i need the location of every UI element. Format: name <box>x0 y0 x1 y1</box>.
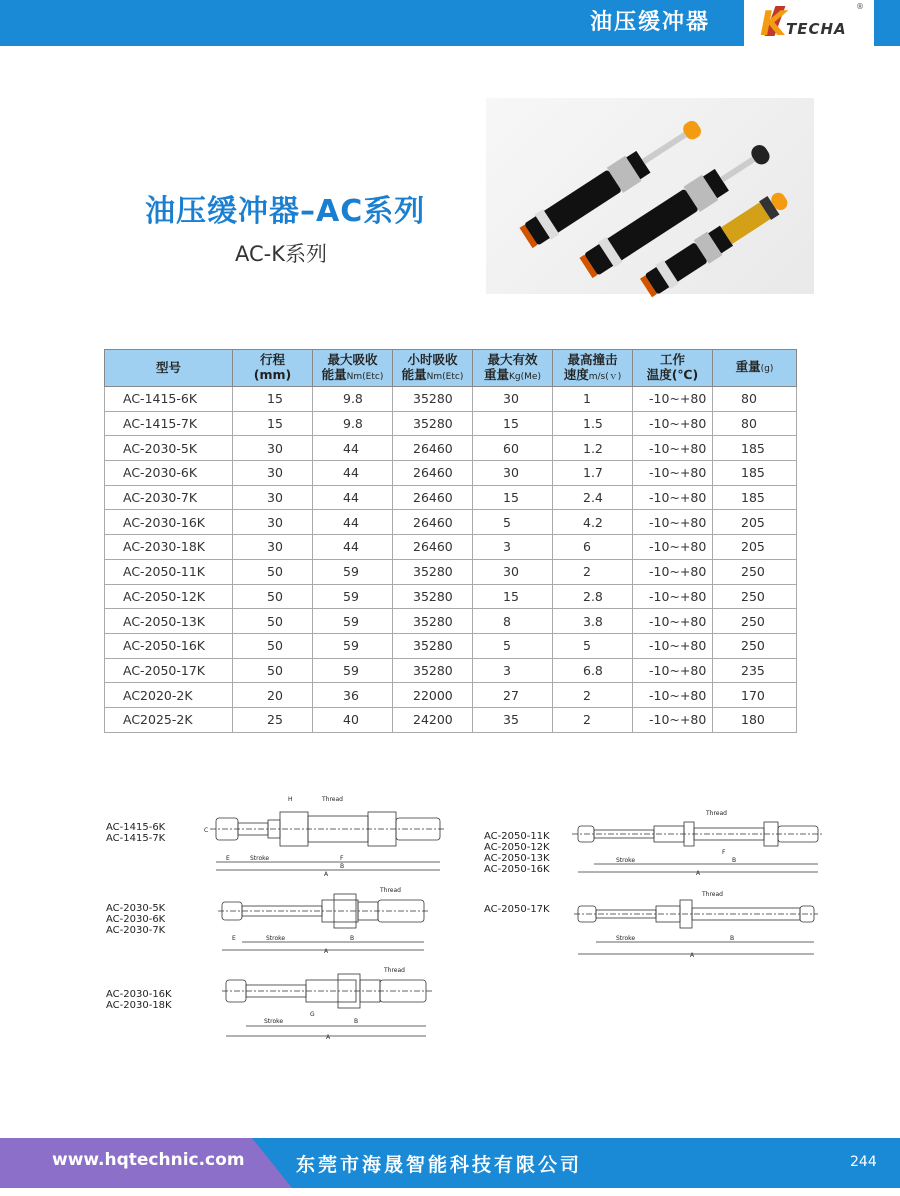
a-label: A <box>324 871 329 878</box>
value-cell: 6 <box>553 535 633 560</box>
value-cell: 30 <box>233 436 313 461</box>
value-cell: 1.2 <box>553 436 633 461</box>
header-line1: 工作 <box>659 351 685 367</box>
value-cell: 1 <box>553 387 633 412</box>
value-cell: -10~+80 <box>633 436 713 461</box>
value-cell: -10~+80 <box>633 510 713 535</box>
column-header <box>313 350 393 387</box>
model-label: AC-2030-16K <box>106 989 172 1000</box>
value-cell: 250 <box>713 609 797 634</box>
b-label: B <box>354 1018 359 1025</box>
header-title: 油压缓冲器 <box>589 10 710 35</box>
header-line2 <box>313 367 392 385</box>
model-cell: AC-2050-17K <box>105 658 233 683</box>
table-row <box>105 510 797 535</box>
page-subtitle: AC-K系列 <box>235 242 328 266</box>
model-label: AC-2050-16K <box>484 864 550 875</box>
model-cell: AC-1415-7K <box>105 411 233 436</box>
drawing-2-models <box>106 903 165 936</box>
footer-company: 东莞市海晟智能科技有限公司 <box>296 1154 583 1176</box>
table-row <box>105 633 797 658</box>
model-label: AC-2050-12K <box>484 842 550 853</box>
table-row <box>105 658 797 683</box>
value-cell: 50 <box>233 559 313 584</box>
value-cell: 44 <box>313 485 393 510</box>
value-cell: 35280 <box>393 387 473 412</box>
value-cell: -10~+80 <box>633 609 713 634</box>
value-cell: 25 <box>233 707 313 732</box>
model-cell: AC-2050-11K <box>105 559 233 584</box>
table-row <box>105 461 797 486</box>
value-cell: 2.4 <box>553 485 633 510</box>
model-cell: AC2025-2K <box>105 707 233 732</box>
value-cell: -10~+80 <box>633 387 713 412</box>
f-label: F <box>340 855 344 862</box>
model-cell: AC-2050-16K <box>105 633 233 658</box>
spec-table <box>104 349 797 733</box>
column-header <box>473 350 553 387</box>
value-cell: 2.8 <box>553 584 633 609</box>
header-line2-text: 温度(℃) <box>646 366 699 382</box>
a-label: A <box>696 870 701 877</box>
value-cell: 6.8 <box>553 658 633 683</box>
value-cell: 26460 <box>393 535 473 560</box>
thread-label: Thread <box>322 796 343 803</box>
drawing-3 <box>220 966 436 1040</box>
b-label: B <box>340 863 345 870</box>
value-cell: 44 <box>313 436 393 461</box>
value-cell: 5 <box>553 633 633 658</box>
value-cell: 5 <box>473 633 553 658</box>
table-row <box>105 683 797 708</box>
value-cell: 35 <box>473 707 553 732</box>
value-cell: 35280 <box>393 559 473 584</box>
value-cell: 2 <box>553 683 633 708</box>
value-cell: 9.8 <box>313 387 393 412</box>
value-cell: 15 <box>473 411 553 436</box>
model-cell: AC-2050-12K <box>105 584 233 609</box>
header-line1: 行程 <box>259 351 285 367</box>
model-cell: AC2020-2K <box>105 683 233 708</box>
logo-k: K <box>760 4 787 44</box>
value-cell: -10~+80 <box>633 707 713 732</box>
column-header <box>633 350 713 387</box>
header-line2 <box>393 367 472 385</box>
value-cell: 9.8 <box>313 411 393 436</box>
value-cell: 35280 <box>393 658 473 683</box>
b-label: B <box>350 935 355 942</box>
value-cell: -10~+80 <box>633 411 713 436</box>
table-row <box>105 387 797 412</box>
brand-logo <box>744 0 874 46</box>
header-unit: Kg(Me) <box>509 371 541 382</box>
value-cell: 30 <box>233 535 313 560</box>
value-cell: -10~+80 <box>633 658 713 683</box>
header-line2 <box>633 367 712 385</box>
header-line2 <box>761 359 774 374</box>
value-cell: 50 <box>233 584 313 609</box>
table-row <box>105 707 797 732</box>
b-label: B <box>732 857 737 864</box>
value-cell: 30 <box>233 485 313 510</box>
model-label: AC-1415-7K <box>106 833 166 844</box>
value-cell: 30 <box>473 387 553 412</box>
footer <box>0 1138 900 1188</box>
thread-label: Thread <box>384 967 405 974</box>
value-cell: 59 <box>313 609 393 634</box>
value-cell: 30 <box>233 510 313 535</box>
drawing-2 <box>214 884 434 954</box>
value-cell: 3.8 <box>553 609 633 634</box>
thread-label: Thread <box>702 891 723 898</box>
value-cell: -10~+80 <box>633 485 713 510</box>
table-row <box>105 609 797 634</box>
value-cell: 185 <box>713 436 797 461</box>
table-header-row <box>105 350 797 387</box>
value-cell: 250 <box>713 584 797 609</box>
value-cell: 2 <box>553 559 633 584</box>
table-row <box>105 535 797 560</box>
header-line2-text: 能量 <box>321 366 347 382</box>
a-label: A <box>326 1034 331 1041</box>
model-cell: AC-2030-7K <box>105 485 233 510</box>
drawing-5 <box>570 888 820 958</box>
model-label: AC-2030-5K <box>106 903 166 914</box>
value-cell: 250 <box>713 559 797 584</box>
value-cell: 44 <box>313 535 393 560</box>
stroke-label: Stroke <box>250 855 270 862</box>
value-cell: 59 <box>313 559 393 584</box>
header-unit: m/s(ｖ) <box>588 371 622 382</box>
value-cell: 35280 <box>393 609 473 634</box>
value-cell: 59 <box>313 658 393 683</box>
header-line1: 最大有效 <box>487 351 538 367</box>
value-cell: 24200 <box>393 707 473 732</box>
registered-mark: ® <box>856 2 864 11</box>
column-header <box>233 350 313 387</box>
model-label: AC-2030-6K <box>106 914 166 925</box>
header-line1: 型号 <box>155 360 181 375</box>
value-cell: 40 <box>313 707 393 732</box>
b-label: B <box>730 935 735 942</box>
value-cell: 170 <box>713 683 797 708</box>
logo-text: TECHA <box>786 20 847 38</box>
value-cell: 35280 <box>393 633 473 658</box>
value-cell: 80 <box>713 411 797 436</box>
value-cell: -10~+80 <box>633 535 713 560</box>
value-cell: 30 <box>233 461 313 486</box>
value-cell: 2 <box>553 707 633 732</box>
stroke-label: Stroke <box>266 935 286 942</box>
thread-label: Thread <box>380 887 401 894</box>
model-label: AC-2050-17K <box>484 904 550 915</box>
value-cell: 22000 <box>393 683 473 708</box>
h-label: H <box>288 796 293 803</box>
drawing-4 <box>566 806 824 876</box>
value-cell: -10~+80 <box>633 559 713 584</box>
header-unit: Nm(Etc) <box>426 371 464 382</box>
header-line1: 重量 <box>735 359 761 374</box>
shock-absorber-photo <box>486 98 814 294</box>
column-header <box>393 350 473 387</box>
value-cell: 26460 <box>393 485 473 510</box>
model-cell: AC-2030-5K <box>105 436 233 461</box>
value-cell: 35280 <box>393 411 473 436</box>
stroke-label: Stroke <box>264 1018 284 1025</box>
drawing-3-models <box>106 989 172 1011</box>
value-cell: 44 <box>313 510 393 535</box>
header-line2 <box>473 367 552 385</box>
value-cell: 60 <box>473 436 553 461</box>
model-cell: AC-2030-16K <box>105 510 233 535</box>
header-line1: 最大吸收 <box>327 351 378 367</box>
e-label: E <box>226 855 230 862</box>
value-cell: 59 <box>313 633 393 658</box>
value-cell: 50 <box>233 658 313 683</box>
value-cell: 15 <box>473 584 553 609</box>
a-label: A <box>324 948 329 955</box>
value-cell: 35280 <box>393 584 473 609</box>
value-cell: 50 <box>233 609 313 634</box>
value-cell: 3 <box>473 658 553 683</box>
header-line2-text: 能量 <box>401 366 427 382</box>
value-cell: 205 <box>713 535 797 560</box>
value-cell: 36 <box>313 683 393 708</box>
value-cell: 59 <box>313 584 393 609</box>
model-label: AC-2050-13K <box>484 853 550 864</box>
column-header <box>553 350 633 387</box>
header-line2-text: 速度 <box>563 366 589 382</box>
model-cell: AC-2030-6K <box>105 461 233 486</box>
value-cell: 3 <box>473 535 553 560</box>
value-cell: 30 <box>473 461 553 486</box>
f-label: F <box>722 849 726 856</box>
c-label: C <box>204 827 209 834</box>
model-label: AC-2050-11K <box>484 831 550 842</box>
table-row <box>105 411 797 436</box>
value-cell: 1.5 <box>553 411 633 436</box>
column-header <box>713 350 797 387</box>
value-cell: 180 <box>713 707 797 732</box>
value-cell: -10~+80 <box>633 461 713 486</box>
header-line2-text: (mm) <box>253 366 292 382</box>
value-cell: -10~+80 <box>633 584 713 609</box>
header-unit: (g) <box>760 364 774 374</box>
drawing-4-models <box>484 831 550 875</box>
header-line2 <box>553 367 632 385</box>
g-label: G <box>310 1011 315 1018</box>
table-row <box>105 436 797 461</box>
header-line2-text: 重量 <box>484 366 510 382</box>
header-line2 <box>233 367 312 385</box>
value-cell: 185 <box>713 461 797 486</box>
value-cell: 44 <box>313 461 393 486</box>
stroke-label: Stroke <box>616 935 636 942</box>
footer-url[interactable]: www.hqtechnic.com <box>52 1150 245 1170</box>
value-cell: 185 <box>713 485 797 510</box>
table-row <box>105 485 797 510</box>
model-cell: AC-1415-6K <box>105 387 233 412</box>
value-cell: 250 <box>713 633 797 658</box>
drawing-5-models <box>484 904 550 915</box>
page-title: 油压缓冲器–AC系列 <box>145 194 426 229</box>
table-row <box>105 559 797 584</box>
value-cell: 26460 <box>393 436 473 461</box>
header-line1: 最高撞击 <box>567 351 618 367</box>
header-unit: Nm(Etc) <box>346 371 384 382</box>
drawing-1 <box>200 792 450 878</box>
value-cell: 15 <box>233 411 313 436</box>
product-photo <box>486 98 814 294</box>
value-cell: 80 <box>713 387 797 412</box>
drawing-1-models <box>106 822 165 844</box>
value-cell: 4.2 <box>553 510 633 535</box>
value-cell: 15 <box>233 387 313 412</box>
value-cell: 26460 <box>393 510 473 535</box>
column-header <box>105 350 233 387</box>
table-row <box>105 584 797 609</box>
model-label: AC-2030-18K <box>106 1000 172 1011</box>
model-label: AC-1415-6K <box>106 822 166 833</box>
page-number: 244 <box>850 1154 877 1170</box>
value-cell: 5 <box>473 510 553 535</box>
stroke-label: Stroke <box>616 857 636 864</box>
model-cell: AC-2050-13K <box>105 609 233 634</box>
value-cell: 205 <box>713 510 797 535</box>
value-cell: 50 <box>233 633 313 658</box>
value-cell: -10~+80 <box>633 633 713 658</box>
value-cell: 27 <box>473 683 553 708</box>
value-cell: 15 <box>473 485 553 510</box>
value-cell: 235 <box>713 658 797 683</box>
header-line1: 小时吸收 <box>407 351 458 367</box>
value-cell: 1.7 <box>553 461 633 486</box>
value-cell: 20 <box>233 683 313 708</box>
value-cell: 8 <box>473 609 553 634</box>
a-label: A <box>690 952 695 959</box>
model-cell: AC-2030-18K <box>105 535 233 560</box>
model-label: AC-2030-7K <box>106 925 166 936</box>
e-label: E <box>232 935 236 942</box>
value-cell: 26460 <box>393 461 473 486</box>
thread-label: Thread <box>706 810 727 817</box>
value-cell: -10~+80 <box>633 683 713 708</box>
value-cell: 30 <box>473 559 553 584</box>
